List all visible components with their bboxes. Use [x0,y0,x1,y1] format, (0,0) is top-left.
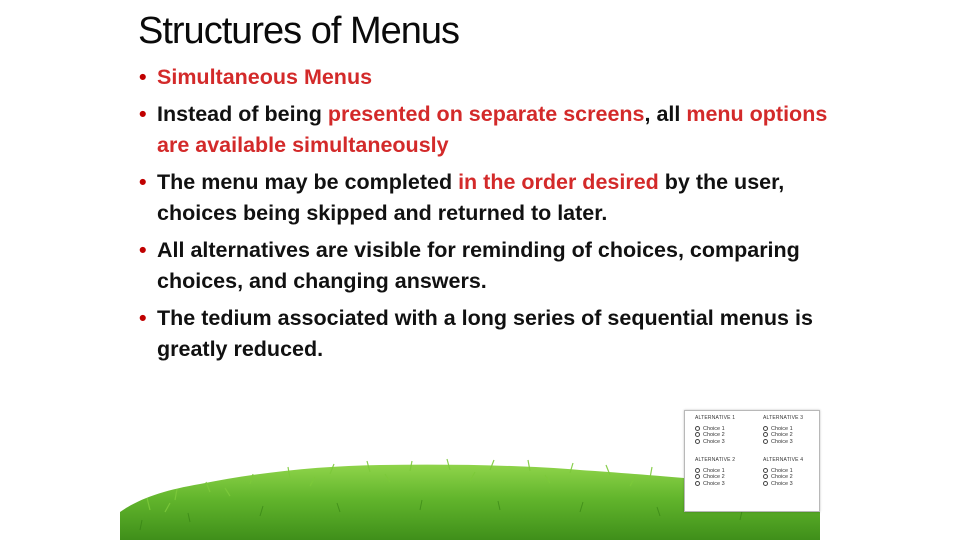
alternative-group [695,415,755,445]
choice-label: Choice 1 [703,425,725,432]
radio-button-icon[interactable] [695,474,700,479]
bullet-dot: • [139,238,147,262]
simultaneous-menu-illustration [684,410,820,512]
bullet-alternatives-visible [138,235,838,297]
bullet-dot: • [139,65,147,89]
bullet-dot: • [139,170,147,194]
choice-label: Choice 2 [771,474,793,481]
choice-label: Choice 3 [703,438,725,445]
radio-button-icon[interactable] [695,439,700,444]
bullet-list [138,62,838,371]
bullet-highlight: presented on separate screens [327,102,645,126]
bullet-tedium-reduced [138,303,838,365]
bullet-order-desired [138,167,838,229]
radio-button-icon[interactable] [695,426,700,431]
alternative-group [763,415,823,445]
bullet-text: All alternatives are visible for reminding of choices, comparing choices, and changing answers. [157,238,800,293]
bullet-dot: • [139,102,147,126]
choice-label: Choice 2 [771,432,793,439]
alternative-heading: ALTERNATIVE 1 [695,415,736,421]
choice-label: Choice 1 [703,467,725,474]
choice-label: Choice 2 [703,432,725,439]
bullet-separate-screens [138,99,838,161]
choice-option[interactable] [695,439,755,445]
bullet-text: Instead of being [157,102,328,126]
choice-label: Choice 1 [771,467,793,474]
choice-label: Choice 3 [771,480,793,487]
choice-label: Choice 3 [771,438,793,445]
radio-button-icon[interactable] [763,481,768,486]
bullet-text: The tedium associated with a long series of sequential menus is greatly reduced. [157,306,813,361]
bullet-text: The menu may be completed [157,170,459,194]
bullet-text: Simultaneous Menus [157,65,373,89]
alternative-heading: ALTERNATIVE 4 [763,457,804,463]
bullet-dot: • [139,306,147,330]
slide-title: Structures of Menus [138,10,460,52]
choice-option[interactable] [763,439,823,445]
radio-button-icon[interactable] [763,432,768,437]
radio-button-icon[interactable] [763,439,768,444]
radio-button-icon[interactable] [763,426,768,431]
bullet-text: , all [644,102,687,126]
alternative-heading: ALTERNATIVE 3 [763,415,804,421]
choice-option[interactable] [695,481,755,487]
radio-button-icon[interactable] [695,432,700,437]
choice-option[interactable] [763,481,823,487]
radio-button-icon[interactable] [763,468,768,473]
choice-label: Choice 2 [703,474,725,481]
bullet-simultaneous-menus [138,62,838,93]
radio-button-icon[interactable] [695,481,700,486]
choice-label: Choice 1 [771,425,793,432]
alternative-group [763,457,823,487]
choice-label: Choice 3 [703,480,725,487]
bullet-text: by the user, choices being skipped and returned to later. [157,170,785,225]
alternative-heading: ALTERNATIVE 2 [695,457,736,463]
bullet-highlight: in the order desired [458,170,659,194]
radio-button-icon[interactable] [695,468,700,473]
alternative-group [695,457,755,487]
bullet-highlight: menu options are available simultaneously [157,102,828,157]
radio-button-icon[interactable] [763,474,768,479]
